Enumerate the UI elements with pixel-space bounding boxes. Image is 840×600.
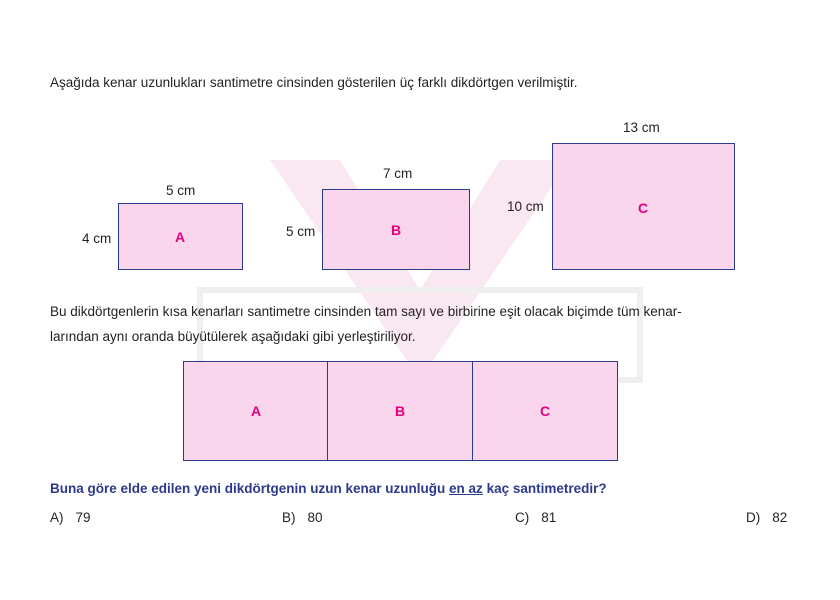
option-c-letter: C) bbox=[515, 510, 530, 525]
option-a[interactable] bbox=[50, 510, 91, 525]
rectangle-c-height: 10 cm bbox=[507, 199, 544, 214]
option-b-value: 80 bbox=[307, 510, 323, 525]
option-d-value: 82 bbox=[772, 510, 788, 525]
rectangle-b-label: B bbox=[391, 222, 402, 238]
combined-rectangle-b bbox=[327, 361, 474, 461]
intro-text: Aşağıda kenar uzunlukları santimetre cinsinden gösterilen üç farklı dikdörtgen verilmiştir. bbox=[50, 75, 578, 90]
option-d[interactable] bbox=[746, 510, 787, 525]
combined-rectangle-c bbox=[472, 361, 618, 461]
option-a-letter: A) bbox=[50, 510, 64, 525]
rectangle-a bbox=[118, 203, 243, 270]
option-a-value: 79 bbox=[75, 510, 91, 525]
paragraph-line-2: larından aynı oranda büyütülerek aşağıdaki gibi yerleştiriliyor. bbox=[50, 329, 416, 344]
combined-label-b: B bbox=[395, 403, 406, 419]
rectangle-b-width: 7 cm bbox=[383, 166, 413, 181]
question-emphasis: en az bbox=[449, 481, 483, 496]
combined-label-c: C bbox=[540, 403, 551, 419]
rectangle-c-label: C bbox=[638, 200, 649, 216]
rectangle-a-label: A bbox=[175, 229, 186, 245]
rectangle-c-width: 13 cm bbox=[623, 120, 660, 135]
option-b-letter: B) bbox=[282, 510, 296, 525]
option-c-value: 81 bbox=[541, 510, 557, 525]
rectangle-a-height: 4 cm bbox=[82, 231, 112, 246]
rectangle-a-width: 5 cm bbox=[166, 183, 196, 198]
combined-label-a: A bbox=[251, 403, 262, 419]
description-paragraph bbox=[50, 303, 795, 346]
question-text bbox=[50, 481, 607, 496]
question-part-1: Buna göre elde edilen yeni dikdörtgenin uzun kenar uzunluğu bbox=[50, 481, 450, 496]
option-d-letter: D) bbox=[746, 510, 761, 525]
rectangle-b-height: 5 cm bbox=[286, 224, 316, 239]
combined-rectangle-a bbox=[183, 361, 329, 461]
option-b[interactable] bbox=[282, 510, 323, 525]
question-part-2: kaç santimetredir? bbox=[482, 481, 607, 496]
rectangle-c bbox=[552, 143, 735, 270]
rectangle-b bbox=[322, 189, 470, 270]
option-c[interactable] bbox=[515, 510, 556, 525]
paragraph-line-1: Bu dikdörtgenlerin kısa kenarları santimetre cinsinden tam sayı ve birbirine eşit olacak biçimde tüm kenar- bbox=[50, 304, 682, 319]
